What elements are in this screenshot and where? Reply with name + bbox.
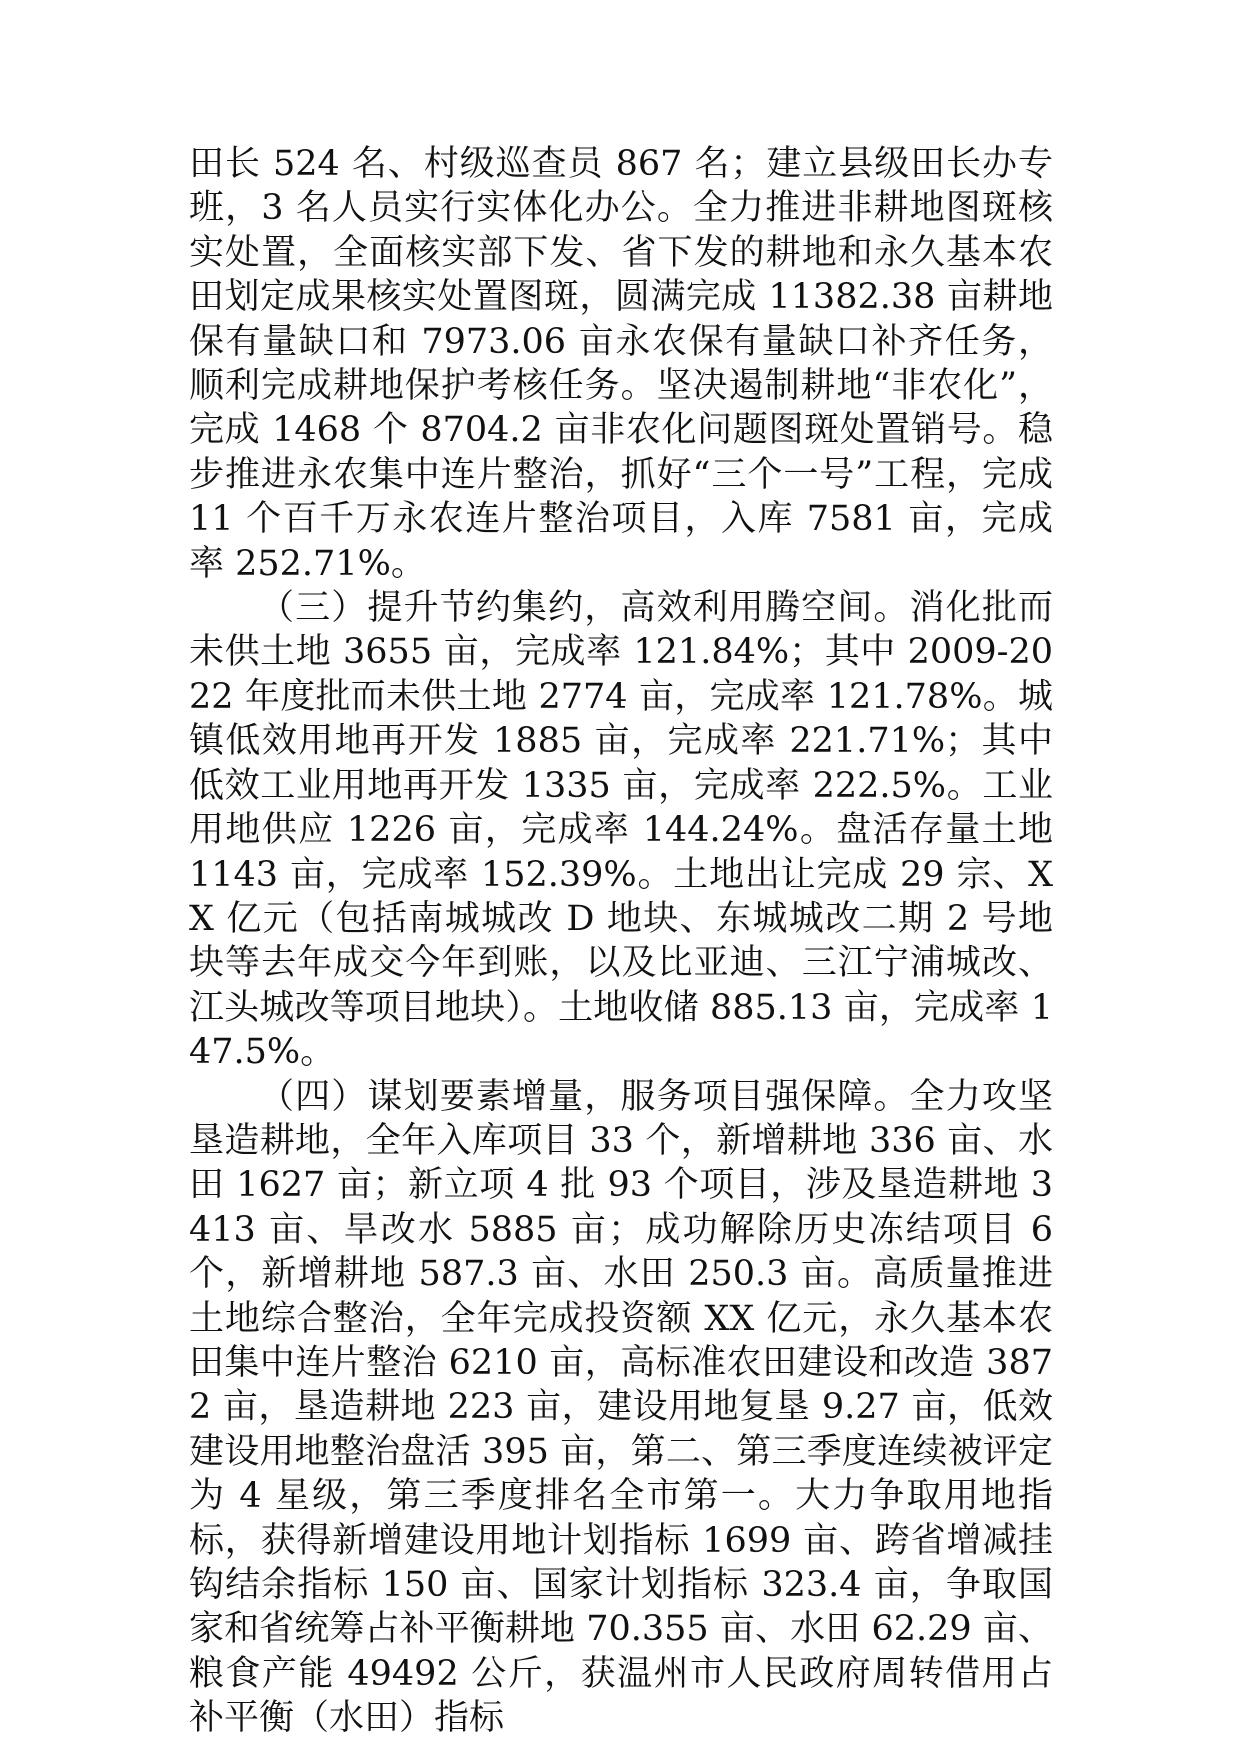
paragraph-section-three: （三）提升节约集约，高效利用腾空间。消化批而未供土地 3655 亩，完成率 121.84%；其中 2009-2022 年度批而未供土地 2774 亩，完成率 121.78%。城镇低效用地再开发 1885 亩，完成率 221.71%；其中低效工业用地再开发 1335 亩，完成率 222.5%。工业用地供应 1226 亩，完成率 144.24%。盘活存量土地 1143 亩，完成率 152.39%。土地出让完成 29 宗、XX 亿元（包括南城城改 D 地块、东城城改二期 2 号地块等去年成交今年到账，以及比亚迪、三江宁浦城改、江头城改等项目地块）。土地收储 885.13 亩，完成率 147.5%。 [189,588,1053,1073]
paragraph-continuation: 田长 524 名、村级巡查员 867 名；建立县级田长办专班，3 名人员实行实体化办公。全力推进非耕地图斑核实处置，全面核实部下发、省下发的耕地和永久基本农田划定成果核实处置图斑，圆满完成 11382.38 亩耕地保有量缺口和 7973.06 亩永农保有量缺口补齐任务，顺利完成耕地保护考核任务。坚决遏制耕地“非农化”，完成 1468 个 8704.2 亩非农化问题图斑处置销号。稳步推进永农集中连片整治，抓好“三个一号”工程，完成 11 个百千万永农连片整治项目，入库 7581 亩，完成率 252.71%。 [189,144,1053,584]
document-body [189,142,1053,1741]
paragraph-section-four: （四）谋划要素增量，服务项目强保障。全力攻坚垦造耕地，全年入库项目 33 个，新增耕地 336 亩、水田 1627 亩；新立项 4 批 93 个项目，涉及垦造耕地 3413 亩、旱改水 5885 亩；成功解除历史冻结项目 6 个，新增耕地 587.3 亩、水田 250.3 亩。高质量推进土地综合整治，全年完成投资额 XX 亿元，永久基本农田集中连片整治 6210 亩，高标准农田建设和改造 3872 亩，垦造耕地 223 亩，建设用地复垦 9.27 亩，低效建设用地整治盘活 395 亩，第二、第三季度连续被评定为 4 星级，第三季度排名全市第一。大力争取用地指标，获得新增建设用地计划指标 1699 亩、跨省增减挂钩结余指标 150 亩、国家计划指标 323.4 亩，争取国家和省统筹占补平衡耕地 70.355 亩、水田 62.29 亩、粮食产能 49492 公斤，获温州市人民政府周转借用占补平衡（水田）指标 [189,1076,1053,1739]
